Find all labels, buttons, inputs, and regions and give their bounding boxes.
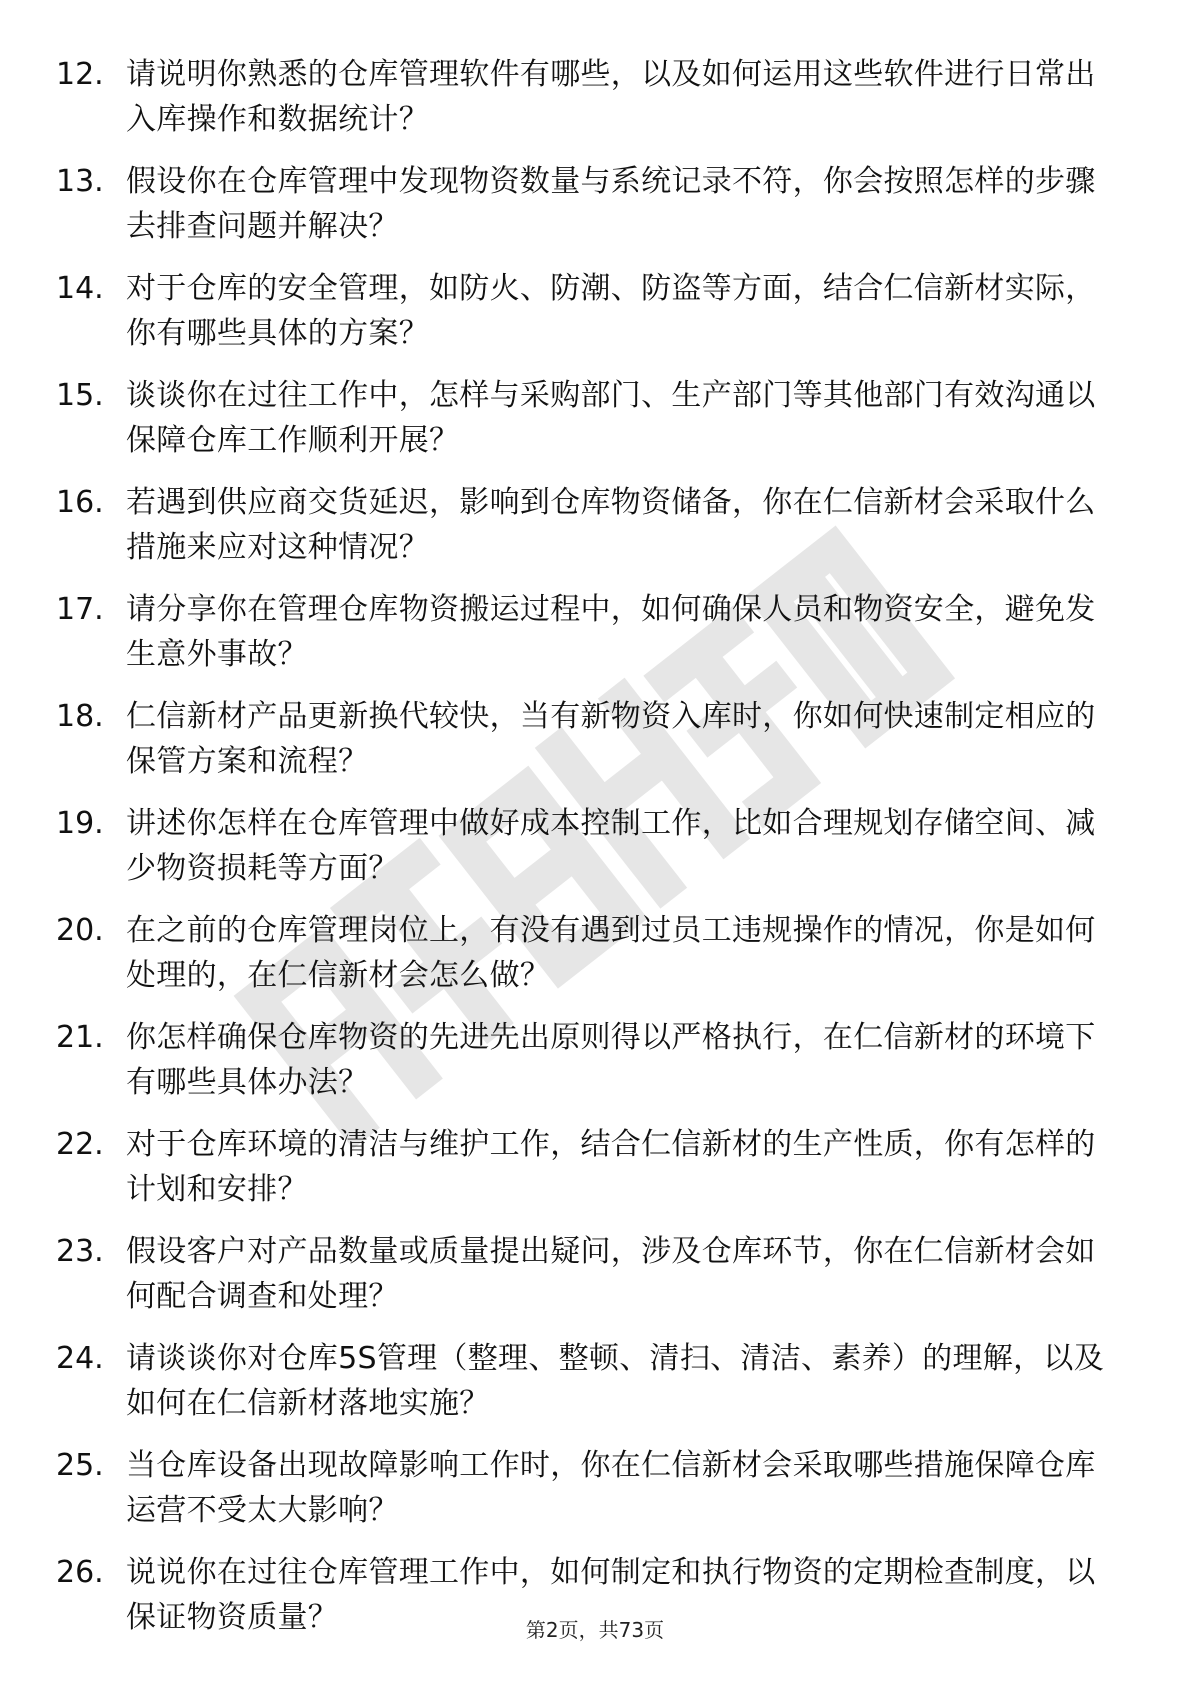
question-text: 讲述你怎样在仓库管理中做好成本控制工作，比如合理规划存储空间、减少物资损耗等方面？ <box>126 806 1096 886</box>
question-item <box>56 1229 1116 1319</box>
question-number: 12. <box>56 57 104 92</box>
question-item <box>56 1336 1116 1426</box>
question-number: 21. <box>56 1020 104 1055</box>
question-item <box>56 1443 1116 1533</box>
question-text: 假设客户对产品数量或质量提出疑问，涉及仓库环节，你在仁信新材会如何配合调查和处理？ <box>126 1234 1096 1314</box>
question-text: 对于仓库的安全管理，如防火、防潮、防盗等方面，结合仁信新材实际，你有哪些具体的方案？ <box>126 271 1096 351</box>
page-number-footer: 第2页，共73页 <box>525 1618 665 1642</box>
question-item <box>56 908 1116 998</box>
question-number: 26. <box>56 1555 104 1590</box>
question-number: 16. <box>56 485 104 520</box>
question-item <box>56 159 1116 249</box>
question-item <box>56 1122 1116 1212</box>
question-number: 22. <box>56 1127 104 1162</box>
question-text: 当仓库设备出现故障影响工作时，你在仁信新材会采取哪些措施保障仓库运营不受太大影响？ <box>126 1448 1096 1528</box>
question-number: 13. <box>56 164 104 199</box>
question-item <box>56 266 1116 356</box>
question-number: 18. <box>56 699 104 734</box>
question-text: 谈谈你在过往工作中，怎样与采购部门、生产部门等其他部门有效沟通以保障仓库工作顺利开展？ <box>126 378 1096 458</box>
question-item <box>56 587 1116 677</box>
question-number: 24. <box>56 1341 104 1376</box>
question-item <box>56 480 1116 570</box>
question-number: 25. <box>56 1448 104 1483</box>
question-text: 请说明你熟悉的仓库管理软件有哪些，以及如何运用这些软件进行日常出入库操作和数据统计？ <box>126 57 1096 137</box>
question-text: 请谈谈你对仓库5S管理（整理、整顿、清扫、清洁、素养）的理解，以及如何在仁信新材落地实施？ <box>126 1341 1105 1421</box>
question-number: 23. <box>56 1234 104 1269</box>
question-item <box>56 694 1116 784</box>
question-item <box>56 52 1116 142</box>
question-text: 假设你在仓库管理中发现物资数量与系统记录不符，你会按照怎样的步骤去排查问题并解决？ <box>126 164 1096 244</box>
question-item <box>56 373 1116 463</box>
question-text: 在之前的仓库管理岗位上，有没有遇到过员工违规操作的情况，你是如何处理的，在仁信新材会怎么做？ <box>126 913 1096 993</box>
question-text: 对于仓库环境的清洁与维护工作，结合仁信新材的生产性质，你有怎样的计划和安排？ <box>126 1127 1096 1207</box>
question-number: 17. <box>56 592 104 627</box>
question-list <box>56 52 1116 1657</box>
question-number: 14. <box>56 271 104 306</box>
question-item <box>56 801 1116 891</box>
question-text: 若遇到供应商交货延迟，影响到仓库物资储备，你在仁信新材会采取什么措施来应对这种情况？ <box>126 485 1096 565</box>
question-text: 仁信新材产品更新换代较快，当有新物资入库时，你如何快速制定相应的保管方案和流程？ <box>126 699 1096 779</box>
question-text: 说说你在过往仓库管理工作中，如何制定和执行物资的定期检查制度，以保证物资质量？ <box>126 1555 1096 1635</box>
question-number: 15. <box>56 378 104 413</box>
question-number: 20. <box>56 913 104 948</box>
question-text: 请分享你在管理仓库物资搬运过程中，如何确保人员和物资安全，避免发生意外事故？ <box>126 592 1096 672</box>
question-item <box>56 1015 1116 1105</box>
question-number: 19. <box>56 806 104 841</box>
question-text: 你怎样确保仓库物资的先进先出原则得以严格执行，在仁信新材的环境下有哪些具体办法？ <box>126 1020 1096 1100</box>
